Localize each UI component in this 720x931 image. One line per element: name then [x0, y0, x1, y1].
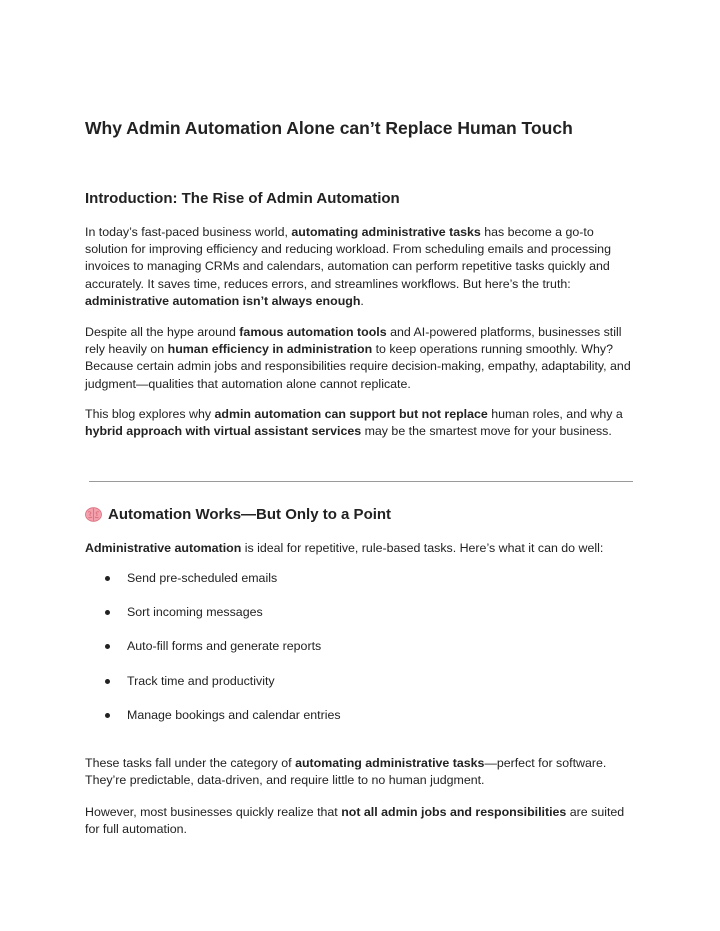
bold-text: automating administrative tasks — [291, 225, 481, 239]
text-run: human roles, and why a — [487, 407, 623, 421]
bullet-icon — [105, 679, 110, 684]
bold-text: administrative automation isn’t always enough — [85, 293, 361, 308]
list-item-text: Sort incoming messages — [127, 605, 263, 620]
list-item — [85, 638, 637, 672]
text-run: These tasks fall under the category of — [85, 756, 296, 770]
bullet-icon — [105, 713, 110, 718]
brain-icon — [85, 507, 102, 522]
list-item — [85, 604, 637, 638]
list-item-text: Manage bookings and calendar entries — [127, 707, 341, 722]
text-run: . — [360, 293, 364, 308]
text-run: In today’s fast-paced business world, — [85, 225, 292, 239]
text-run: and AI-powered platforms, businesses still rely heavily on — [85, 325, 622, 357]
list-item-text: Auto-fill forms and generate reports — [127, 639, 322, 654]
section-paragraph-3 — [85, 804, 637, 838]
list-item-text: Track time and productivity — [127, 673, 275, 688]
text-run: However, most businesses quickly realize that — [85, 805, 342, 819]
list-item — [85, 673, 637, 707]
text-run: Despite all the hype around — [85, 325, 240, 339]
text-run: may be the smartest move for your business. — [361, 424, 612, 439]
intro-paragraph-3 — [85, 406, 637, 440]
section-heading — [85, 506, 391, 523]
text-run: is ideal for repetitive, rule-based tasks. Here’s what it can do well: — [241, 541, 604, 555]
bold-text: automating administrative tasks — [295, 756, 485, 770]
bold-text: hybrid approach with virtual assistant services — [85, 424, 362, 439]
section-heading-text: Automation Works—But Only to a Point — [108, 506, 392, 523]
bullet-icon — [105, 644, 110, 649]
text-run: This blog explores why — [85, 407, 215, 421]
section-paragraph-1 — [85, 540, 637, 557]
list-item — [85, 707, 637, 741]
bullet-icon — [105, 576, 110, 581]
intro-paragraph-2 — [85, 324, 637, 393]
horizontal-divider — [89, 481, 633, 482]
page-title: Why Admin Automation Alone can’t Replace Human Touch — [85, 118, 573, 138]
section-paragraph-2 — [85, 755, 637, 789]
intro-heading: Introduction: The Rise of Admin Automation — [85, 190, 400, 207]
intro-paragraph-1 — [85, 224, 637, 310]
text-run: —perfect for software. They’re predictable, data-driven, and require little to no human judgment. — [85, 756, 607, 788]
bold-text: not all admin jobs and responsibilities — [341, 805, 567, 819]
text-run: are suited for full automation. — [85, 805, 625, 837]
bold-text: human efficiency in administration — [167, 342, 373, 357]
text-run: to keep operations running smoothly. Why? Because certain admin jobs and responsibilities require decision-making, empathy, adaptability, and judgment—qualities that automation alone cannot replicate. — [85, 342, 631, 391]
list-item — [85, 570, 637, 604]
bullet-icon — [105, 610, 110, 615]
list-item-text: Send pre-scheduled emails — [127, 571, 278, 585]
text-run: has become a go-to solution for improving efficiency and reducing workload. From scheduling emails and processing invoices to managing CRMs and calendars, automation can perform repetitive tasks quickly and accurately. It saves time, reduces errors, and streamlines workflows. But here’s the truth: — [85, 225, 611, 291]
automation-task-list — [85, 570, 637, 741]
bold-text: admin automation can support but not replace — [214, 407, 488, 421]
bold-text: Administrative automation — [85, 541, 242, 555]
bold-text: famous automation tools — [239, 325, 387, 339]
